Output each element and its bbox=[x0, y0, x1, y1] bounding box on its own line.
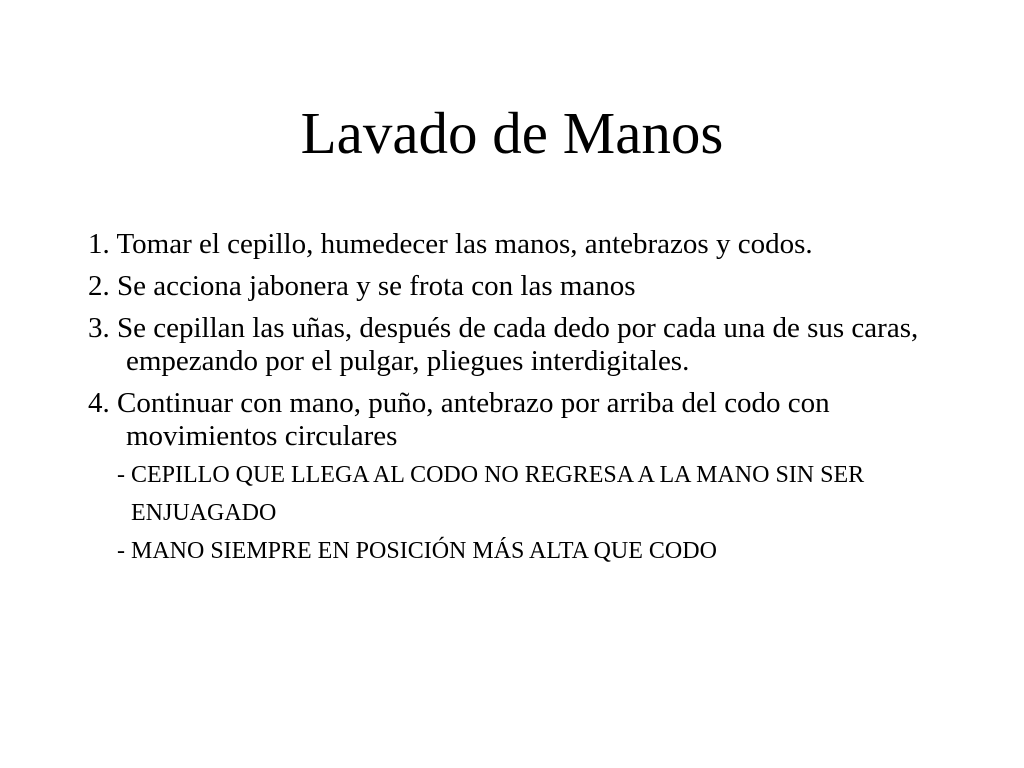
note-hand-position: - MANO SIEMPRE EN POSICIÓN MÁS ALTA QUE CODO bbox=[117, 538, 717, 564]
step-item-4: 4. Continuar con mano, puño, antebrazo por arriba del codo con movimientos circulares bbox=[88, 387, 830, 452]
note-rinsed: ENJUAGADO bbox=[131, 500, 277, 526]
step-list bbox=[88, 228, 968, 564]
step-item-3: 3. Se cepillan las uñas, después de cada dedo por cada una de sus caras, empezando por el pulgar, pliegues interdigitales. bbox=[88, 312, 919, 377]
step-item-1: 1. Tomar el cepillo, humedecer las manos, antebrazos y codos. bbox=[88, 228, 813, 260]
step-item-2: 2. Se acciona jabonera y se frota con las manos bbox=[88, 270, 636, 302]
note-brush-rule: - CEPILLO QUE LLEGA AL CODO NO REGRESA A LA MANO SIN SER bbox=[117, 462, 865, 488]
page-title: Lavado de Manos bbox=[300, 100, 724, 166]
